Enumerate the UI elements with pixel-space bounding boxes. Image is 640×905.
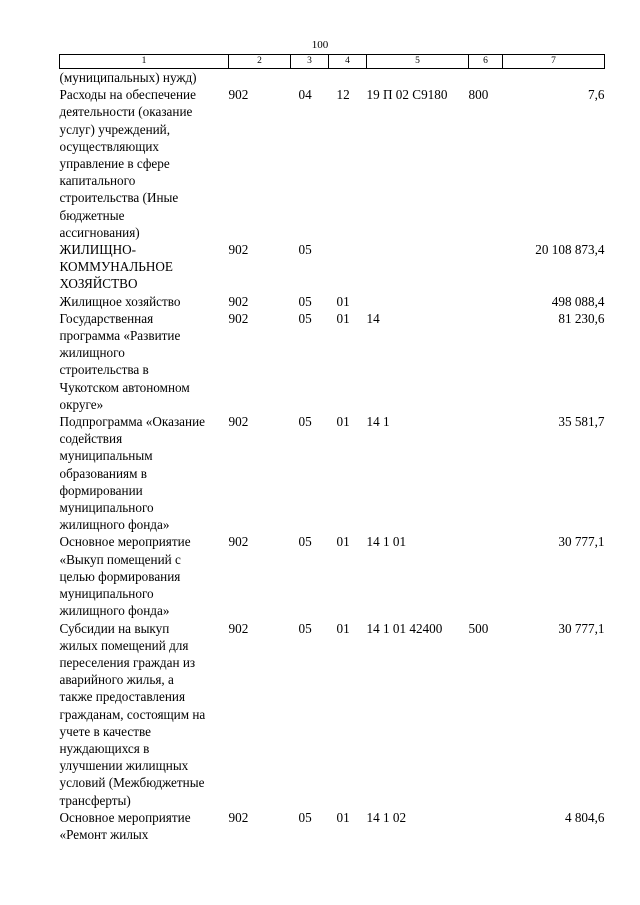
section-code: 04 [298,87,312,103]
subsection-code [329,241,367,293]
target-item-code: 14 1 [366,414,390,430]
target-item-code: 14 1 01 [366,534,407,550]
budget-table [59,54,605,843]
row-name-line: Чукотском автономном [59,379,190,395]
table-row [60,86,605,241]
amount: 81 230,6 [558,310,605,326]
row-name-line: КОММУНАЛЬНОЕ [59,259,173,275]
target-item-code: 14 1 01 42400 [366,620,443,636]
row-name-line: капитального [59,173,136,189]
table-row [60,69,605,87]
row-name-line: муниципальным [59,448,153,464]
row-name-line: муниципального [59,500,154,516]
row-name-line: управление в сфере [59,156,170,172]
row-name [60,241,229,293]
row-name-line: муниципального [59,586,154,602]
admin-code [229,69,291,87]
target-item-code [367,293,469,310]
target-item-code: 14 1 02 [366,809,407,825]
row-name-line: строительства (Иные [59,190,179,206]
row-name-line: услуг) учреждений, [59,121,171,137]
expense-type-code [469,69,503,87]
header-row [60,55,605,69]
table-row [60,413,605,533]
row-name-line: переселения граждан из [59,654,196,670]
row-name-line: ЖИЛИЩНО- [59,242,137,258]
row-name-line: также предоставления [59,689,186,705]
row-name-line: Основное мероприятие [59,809,191,825]
row-name-line: гражданам, состоящим на [59,706,206,722]
admin-code: 902 [228,414,249,430]
column-header: 1 [60,55,229,69]
row-name-line: Расходы на обеспечение [59,87,196,103]
row-name-line: жилищного фонда» [59,517,170,533]
section-code: 05 [298,809,312,825]
row-name-line: осуществляющих [59,138,160,154]
admin-code: 902 [228,534,249,550]
expense-type-code [469,533,503,619]
expense-type-code [469,241,503,293]
table-row [60,310,605,413]
row-name-line: условий (Межбюджетные [59,775,205,791]
row-name-line: Субсидии на выкуп [59,620,170,636]
amount: 7,6 [588,87,605,103]
row-name-line: Основное мероприятие [59,534,191,550]
expense-type-code [469,293,503,310]
admin-code: 902 [228,809,249,825]
table-row [60,241,605,293]
section-code: 05 [298,242,312,258]
row-name [60,86,229,241]
subsection-code: 01 [336,414,350,430]
section-code: 05 [298,414,312,430]
expense-type-code: 500 [468,620,489,636]
expense-type-code [469,310,503,413]
row-name-line: формировании [59,482,143,498]
admin-code: 902 [228,293,249,309]
admin-code: 902 [228,310,249,326]
column-header: 7 [503,55,605,69]
table-row [60,809,605,843]
column-header: 5 [367,55,469,69]
subsection-code: 01 [336,620,350,636]
amount [503,69,605,87]
expense-type-code [469,809,503,843]
target-item-code [367,69,469,87]
row-name-line: учете в качестве [59,723,151,739]
row-name-line: (муниципальных) нужд) [59,70,197,85]
subsection-code [329,69,367,87]
row-name-line: трансферты) [59,792,131,808]
column-header: 4 [329,55,367,69]
table-body [60,69,605,844]
amount: 4 804,6 [564,809,605,825]
row-name [60,413,229,533]
column-header: 3 [291,55,329,69]
admin-code: 902 [228,87,249,103]
row-name-line: деятельности (оказание [59,104,193,120]
row-name-line: аварийного жилья, а [59,672,174,688]
table-row [60,533,605,619]
column-header: 6 [469,55,503,69]
row-name-line: «Ремонт жилых [59,826,149,842]
amount: 20 108 873,4 [535,242,605,258]
amount: 35 581,7 [558,414,605,430]
amount: 498 088,4 [551,293,605,309]
amount: 30 777,1 [558,534,605,550]
target-item-code: 14 [366,310,380,326]
row-name-line: программа «Развитие [59,328,181,344]
row-name-line: жилых помещений для [59,637,189,653]
section-code [291,69,329,87]
row-name-line: Государственная [59,310,154,326]
row-name-line: целью формирования [59,568,181,584]
admin-code: 902 [228,242,249,258]
row-name [60,809,229,843]
section-code: 05 [298,620,312,636]
page-number: 100 [311,39,329,51]
row-name-line: ассигнования) [59,224,140,240]
row-name-line: улучшении жилищных [59,758,189,774]
table-row [60,620,605,809]
expense-type-code [469,413,503,533]
target-item-code: 19 П 02 С9180 [366,87,448,103]
row-name-line: Жилищное хозяйство [59,293,181,309]
row-name [60,533,229,619]
row-name-line: содействия [59,431,123,447]
subsection-code: 12 [336,87,350,103]
row-name [60,69,229,87]
section-code: 05 [298,534,312,550]
row-name-line: строительства в [59,362,149,378]
subsection-code: 01 [336,293,350,309]
row-name [60,293,229,310]
row-name-line: ХОЗЯЙСТВО [59,276,138,292]
row-name-line: жилищного фонда» [59,603,170,619]
section-code: 05 [298,293,312,309]
row-name-line: нуждающихся в [59,740,150,756]
expense-type-code: 800 [468,87,489,103]
subsection-code: 01 [336,310,350,326]
target-item-code [367,241,469,293]
row-name [60,310,229,413]
row-name-line: образованиям в [59,465,147,481]
section-code: 05 [298,310,312,326]
row-name [60,620,229,809]
row-name-line: округе» [59,396,104,412]
subsection-code: 01 [336,534,350,550]
subsection-code: 01 [336,809,350,825]
column-header: 2 [229,55,291,69]
table-row [60,293,605,310]
row-name-line: жилищного [59,345,125,361]
amount: 30 777,1 [558,620,605,636]
row-name-line: бюджетные [59,207,125,223]
row-name-line: Подпрограмма «Оказание [59,414,206,430]
row-name-line: «Выкуп помещений с [59,551,181,567]
admin-code: 902 [228,620,249,636]
